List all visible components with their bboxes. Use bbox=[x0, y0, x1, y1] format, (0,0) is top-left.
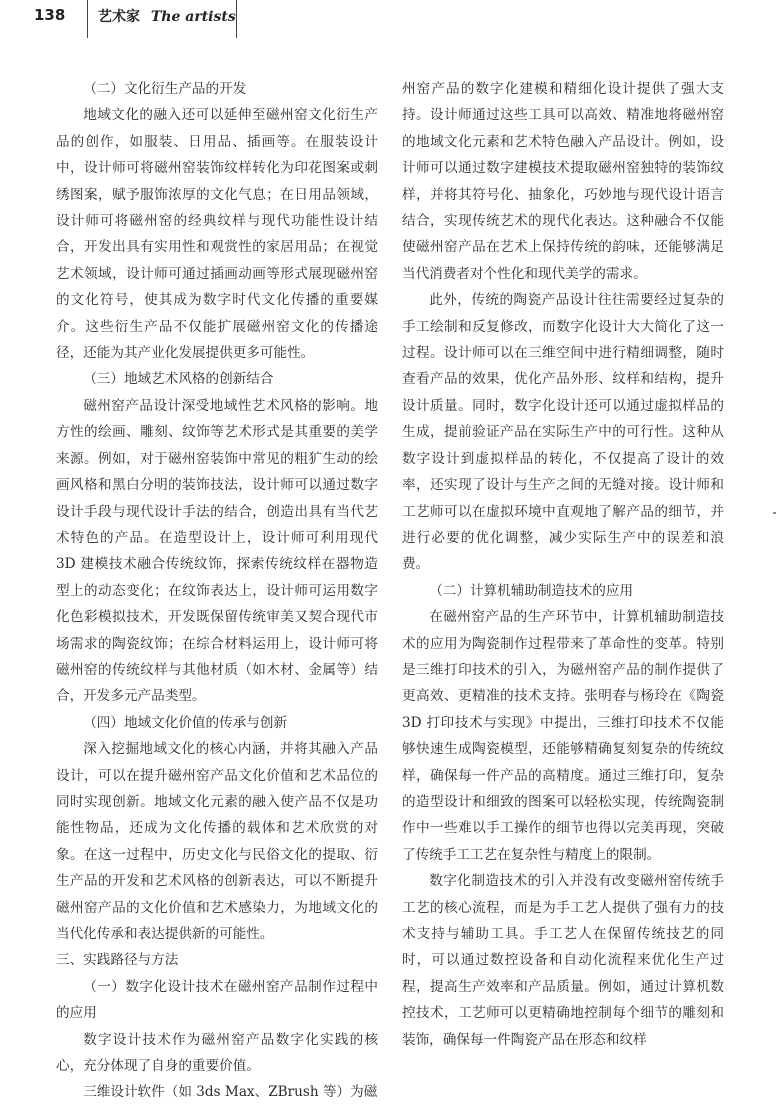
section-heading: （三）地域艺术风格的创新结合 bbox=[83, 371, 274, 388]
body-paragraph: 三维设计软件（如 3ds Max、ZBrush 等）为磁 bbox=[83, 1084, 378, 1101]
body-paragraph: 此外，传统的陶瓷产品设计往往需要经过复杂的手工绘制和反复修改，而数字化设计大大简化了这一过程。设计师可以在三维空间中进行精细调整，随时查看产品的效果，优化产品外形、纹样和结构，提升设计质量。同时，数字化设计还可以通过虚拟样品的生成，提前验证产品在实际生产中的可行性。这种从数字设计到虚拟样品的转化，不仅提高了设计的效率，还实现了设计与生产之间的无缝对接。设计师和工艺师可以在虚拟环境中直观地了解产品的细节，并进行必要的优化调整，减少实际生产中的误差和浪费。 bbox=[402, 292, 724, 573]
section-heading: （二）文化衍生产品的开发 bbox=[83, 81, 247, 97]
journal-title-en: The artists bbox=[150, 9, 236, 25]
margin-mark bbox=[773, 512, 776, 514]
body-paragraph: 数字设计技术作为磁州窑产品数字化实践的核心，充分体现了自身的重要价值。 bbox=[56, 1031, 378, 1075]
body-paragraph: 地域文化的融入还可以延伸至磁州窑文化衍生产品的创作，如服装、日用品、插画等。在服装设计中，设计师可将磁州窑装饰纹样转化为印花图案或刺绣图案，赋予服饰浓厚的文化气息；在日用品领域，设计师可将磁州窑的经典纹样与现代功能性设计结合，开发出具有实用性和观赏性的家居用品；在视觉艺术领域，设计师可通过插画动画等形式展现磁州窑的文化符号，使其成为数字时代文化传播的重要媒介。这些衍生产品不仅能扩展磁州窑文化的传播途径，还能为其产业化发展提供更多可能性。 bbox=[56, 107, 378, 362]
journal-title-cn: 艺术家 bbox=[98, 9, 140, 25]
running-title bbox=[98, 6, 236, 26]
body-paragraph: 在磁州窑产品的生产环节中，计算机辅助制造技术的应用为陶瓷制作过程带来了革命性的变革。特别是三维打印技术的引入，为磁州窑产品的制作提供了更高效、更精准的技术支持。张明春与杨玲在《陶瓷 3D 打印技术与实现》中提出，三维打印技术不仅能够快速生成陶瓷模型，还能够精确复刻复杂的传统纹样，确保每一件产品的高精度。通过三维打印，复杂的造型设计和细致的图案可以轻松实现，传统陶瓷制作中一些难以手工操作的细节也得以完美再现，突破了传统手工工艺在复杂性与精度上的限制。 bbox=[402, 609, 724, 863]
section-heading: （四）地域文化价值的传承与创新 bbox=[83, 714, 288, 731]
left-column bbox=[56, 76, 378, 1106]
page-number: 138 bbox=[34, 6, 66, 24]
header-divider bbox=[87, 0, 88, 38]
body-paragraph: 深入挖掘地域文化的核心内涵，并将其融入产品设计，可以在提升磁州窑产品文化价值和艺术品位的同时实现创新。地域文化元素的融入使产品不仅是功能性物品，还成为文化传播的载体和艺术欣赏的对象。在这一过程中，历史文化与民俗文化的提取、衍生产品的开发和艺术风格的创新表达，可以不断提升磁州窑产品的文化价值和艺术感染力，为地域文化的当代化传承和表达提供新的可能性。 bbox=[56, 741, 378, 942]
header-divider bbox=[236, 0, 237, 38]
body-paragraph: 数字化制造技术的引入并没有改变磁州窑传统手工艺的核心流程，而是为手工艺人提供了强有力的技术支持与辅助工具。手工艺人在保留传统技艺的同时，可以通过数控设备和自动化流程来优化生产过程，提高生产效率和产品质量。例如，通过计算机数控技术，工艺师可以更精确地控制每个细节的雕刻和装饰，确保每一件陶瓷产品在形态和纹样 bbox=[402, 873, 724, 1048]
page-header bbox=[0, 0, 779, 44]
section-heading: （一）数字化设计技术在磁州窑产品制作过程中的应用 bbox=[56, 978, 378, 1022]
section-heading: （二）计算机辅助制造技术的应用 bbox=[429, 582, 634, 599]
main-heading: 三、实践路径与方法 bbox=[56, 952, 179, 969]
right-column bbox=[402, 76, 724, 1053]
body-paragraph: 州窑产品的数字化建模和精细化设计提供了强大支持。设计师通过这些工具可以高效、精准地将磁州窑的地域文化元素和艺术特色融入产品设计。例如，设计师可以通过数字建模技术提取磁州窑独特的装饰纹样，并将其符号化、抽象化，巧妙地与现代设计语言结合，实现传统艺术的现代化表达。这种融合不仅能使磁州窑产品在艺术上保持传统的韵味，还能够满足当代消费者对个性化和现代美学的需求。 bbox=[402, 81, 724, 282]
body-paragraph: 磁州窑产品设计深受地域性艺术风格的影响。地方性的绘画、雕刻、纹饰等艺术形式是其重要的美学来源。例如，对于磁州窑装饰中常见的粗犷生动的绘画风格和黑白分明的装饰技法，设计师可以通过数字设计手段与现代设计手法的结合，创造出具有当代艺术特色的产品。在造型设计上，设计师可利用现代 3D 建模技术融合传统纹饰，探索传统纹样在器物造型上的动态变化；在纹饰表达上，设计师可运用数字化色彩模拟技术，开发既保留传统审美又契合现代市场需求的陶瓷纹饰；在综合材料运用上，设计师可将磁州窑的传统纹样与其他材质（如木材、金属等）结合，开发多元产品类型。 bbox=[56, 397, 378, 705]
